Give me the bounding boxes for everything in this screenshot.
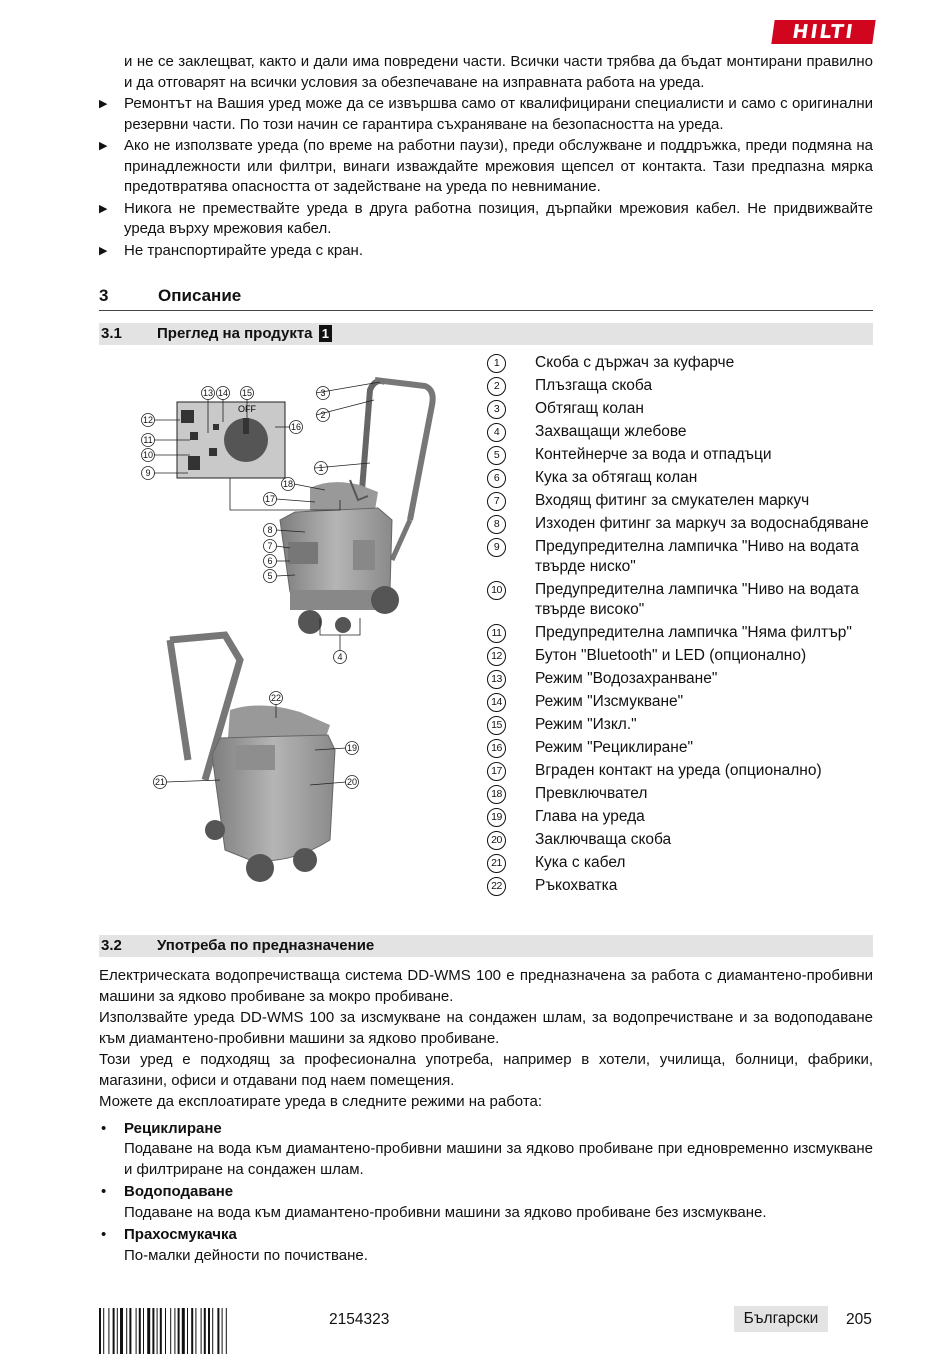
section-number: 3 xyxy=(99,286,109,305)
legend-text: Входящ фитинг за смукателен маркуч xyxy=(535,492,810,509)
legend-text: Предупредителна лампичка "Няма филтър" xyxy=(535,624,852,641)
component-legend xyxy=(487,353,877,899)
bullet-text: Ако не използвате уреда (по време на работни паузи), преди обслужване и поддръжка, преди подмяна на принадлежности или филтри, винаги изваждайте мрежовия щепсел от контакта. Тази предпазна мярка предотвратява опасността от задействане на уреда по невнимание. xyxy=(124,137,873,195)
svg-text:8: 8 xyxy=(267,525,273,535)
legend-number: 19 xyxy=(487,808,506,827)
legend-text: Скоба с държач за куфарче xyxy=(535,354,735,371)
legend-text: Кука с кабел xyxy=(535,854,626,871)
mode-item xyxy=(99,1225,873,1266)
machine-upper xyxy=(280,380,433,634)
machine-lower xyxy=(170,635,335,882)
legend-item xyxy=(487,514,877,534)
bullet-text: Ремонтът на Вашия уред може да се извършва само от квалифицирани специалисти и само с оригинални резервни части. По този начин се гарантира съхраняване на безопасността на уреда. xyxy=(124,95,873,133)
mode-description: Подаване на вода към диамантено-пробивни машини за ядково пробиване без изсмукване. xyxy=(124,1203,767,1221)
mode-title: Водоподаване xyxy=(124,1183,234,1200)
legend-text: Вграден контакт на уреда (опционално) xyxy=(535,762,822,779)
mode-item xyxy=(99,1119,873,1181)
legend-number: 20 xyxy=(487,831,506,850)
legend-number: 17 xyxy=(487,762,506,781)
svg-text:12: 12 xyxy=(142,415,154,425)
svg-text:4: 4 xyxy=(337,652,343,662)
bullet-arrow-icon: ▶ xyxy=(99,98,108,110)
legend-text: Предупредителна лампичка "Ниво на водата твърде високо" xyxy=(535,581,859,618)
mode-title: Рециклиране xyxy=(124,1119,222,1137)
bullet-dot-icon: • xyxy=(101,1119,107,1137)
legend-text: Заключваща скоба xyxy=(535,831,672,848)
section-title: Употреба по предназначение xyxy=(157,937,375,954)
mode-description: Подаване на вода към диамантено-пробивни машини за ядково пробиване при едновременно изсмукване и филтриране на сондажен шлам. xyxy=(124,1140,873,1178)
bullet-dot-icon: • xyxy=(101,1183,107,1200)
legend-number: 15 xyxy=(487,716,506,735)
legend-text: Режим "Изкл." xyxy=(535,716,637,733)
legend-text: Режим "Водозахранване" xyxy=(535,670,718,687)
legend-text: Захващащи жлебове xyxy=(535,423,687,440)
legend-text: Режим "Изсмукване" xyxy=(535,693,684,710)
legend-text: Бутон "Bluetooth" и LED (опционално) xyxy=(535,647,807,664)
legend-number: 7 xyxy=(487,492,506,511)
product-figure xyxy=(130,360,475,895)
svg-text:19: 19 xyxy=(346,743,358,753)
legend-number: 3 xyxy=(487,400,506,419)
bullet-text: Не транспортирайте уреда с кран. xyxy=(124,241,363,259)
intro-continuation: и не се заклещват, както и дали има повредени части. Всички части трябва да бъдат монтирани правилно и да отговарят на всички условия за обезпечаване на изправната работа на уреда. xyxy=(124,53,873,91)
legend-item xyxy=(487,807,877,827)
bullet-list xyxy=(99,94,873,261)
paragraph: Този уред е подходящ за професионална употреба, например в хотели, училища, болници, фабрики, магазини, офиси и отдавани под наем помещения. xyxy=(99,1051,873,1089)
barcode xyxy=(99,1308,309,1356)
legend-number: 2 xyxy=(487,377,506,396)
legend-item xyxy=(487,784,877,804)
legend-number: 18 xyxy=(487,785,506,804)
legend-item xyxy=(487,738,877,758)
page-number: 205 xyxy=(846,1311,872,1328)
legend-text: Превключвател xyxy=(535,785,648,802)
legend-number: 11 xyxy=(487,624,506,643)
legend-item xyxy=(487,761,877,781)
section-title xyxy=(157,323,332,345)
svg-text:15: 15 xyxy=(241,388,253,398)
bullet-arrow-icon: ▶ xyxy=(99,140,108,152)
mode-item xyxy=(99,1182,873,1223)
svg-text:14: 14 xyxy=(217,388,229,398)
bullet-text: Никога не премествайте уреда в друга работна позиция, дърпайки мрежовия кабел. Не придвижвайте уреда върху мрежовия кабел. xyxy=(124,199,873,237)
legend-text: Глава на уреда xyxy=(535,808,645,825)
legend-item xyxy=(487,669,877,689)
legend-number: 6 xyxy=(487,469,506,488)
bullet-arrow-icon: ▶ xyxy=(99,202,108,215)
hilti-logo: HILTI xyxy=(771,20,875,44)
legend-text: Изходен фитинг за маркуч за водоснабдяване xyxy=(535,515,869,532)
safety-text xyxy=(99,52,873,262)
legend-text: Кука за обтягащ колан xyxy=(535,469,698,486)
mode-title: Прахосмукачка xyxy=(124,1226,237,1243)
mode-list xyxy=(99,1119,873,1267)
section-3-1-heading xyxy=(99,323,873,345)
svg-text:20: 20 xyxy=(346,777,358,787)
section-title: Описание xyxy=(158,286,242,305)
paragraph: Използвайте уреда DD-WMS 100 за изсмукване на сондажен шлам, за водопречистване и за водоподаване към диамантено-пробивни машини за ядково пробиване. xyxy=(99,1009,873,1047)
section-3-heading xyxy=(99,285,873,311)
legend-item xyxy=(487,692,877,712)
svg-text:10: 10 xyxy=(142,450,154,460)
legend-number: 4 xyxy=(487,423,506,442)
legend-item xyxy=(487,853,877,873)
legend-text: Предупредителна лампичка "Ниво на водата твърде ниско" xyxy=(535,538,859,575)
legend-number: 22 xyxy=(487,877,506,896)
legend-item xyxy=(487,353,877,373)
language-label: Български xyxy=(734,1306,828,1332)
legend-item xyxy=(487,399,877,419)
paragraph: Можете да експлоатирате уреда в следните режими на работа: xyxy=(99,1093,543,1110)
legend-item xyxy=(487,376,877,396)
legend-text: Ръкохватка xyxy=(535,877,618,894)
section-number: 3.1 xyxy=(101,325,122,342)
figure-ref-badge: 1 xyxy=(319,325,332,342)
svg-text:18: 18 xyxy=(282,479,294,489)
legend-item xyxy=(487,580,877,620)
paragraph: Електрическата водопречистваща система DD-WMS 100 е предназначена за работа с диамантено-пробивни машини за ядково пробиване за мокро пробиване. xyxy=(99,967,873,1005)
legend-item xyxy=(487,830,877,850)
svg-text:6: 6 xyxy=(267,556,273,566)
doc-number: 2154323 xyxy=(329,1311,390,1328)
legend-text: Плъзгаща скоба xyxy=(535,377,653,394)
legend-number: 5 xyxy=(487,446,506,465)
legend-number: 12 xyxy=(487,647,506,666)
svg-text:21: 21 xyxy=(154,777,166,787)
bullet-dot-icon: • xyxy=(101,1226,107,1243)
svg-text:7: 7 xyxy=(267,541,273,551)
svg-text:13: 13 xyxy=(202,388,214,398)
svg-text:9: 9 xyxy=(145,468,151,478)
legend-item xyxy=(487,623,877,643)
legend-number: 1 xyxy=(487,354,506,373)
bullet-item xyxy=(99,94,873,135)
legend-item xyxy=(487,715,877,735)
off-label: OFF xyxy=(238,404,256,414)
legend-item xyxy=(487,422,877,442)
legend-number: 14 xyxy=(487,693,506,712)
bullet-item xyxy=(99,199,873,240)
legend-item xyxy=(487,445,877,465)
bullet-arrow-icon: ▶ xyxy=(99,244,108,257)
legend-text: Обтягащ колан xyxy=(535,400,644,417)
svg-text:17: 17 xyxy=(264,494,276,504)
svg-text:22: 22 xyxy=(270,693,282,703)
legend-item xyxy=(487,537,877,577)
bullet-item xyxy=(99,241,873,262)
legend-number: 8 xyxy=(487,515,506,534)
svg-text:3: 3 xyxy=(320,388,326,398)
product-illustration xyxy=(130,360,475,895)
legend-text: Контейнерче за вода и отпадъци xyxy=(535,446,772,463)
legend-item xyxy=(487,468,877,488)
section-number: 3.2 xyxy=(101,937,122,954)
legend-number: 9 xyxy=(487,538,506,557)
mode-description: По-малки дейности по почистване. xyxy=(124,1246,368,1264)
legend-number: 16 xyxy=(487,739,506,758)
svg-text:1: 1 xyxy=(318,463,324,473)
legend-item xyxy=(487,876,877,896)
legend-item xyxy=(487,646,877,666)
svg-text:16: 16 xyxy=(290,422,302,432)
section-title-text: Преглед на продукта xyxy=(157,325,313,342)
legend-number: 13 xyxy=(487,670,506,689)
svg-text:11: 11 xyxy=(143,435,153,445)
svg-text:2: 2 xyxy=(320,410,326,420)
control-panel-inset xyxy=(177,402,285,478)
bullet-item xyxy=(99,136,873,198)
legend-number: 10 xyxy=(487,581,506,600)
svg-text:5: 5 xyxy=(267,571,273,581)
intended-use-text xyxy=(99,966,873,1268)
legend-number: 21 xyxy=(487,854,506,873)
section-3-2-heading xyxy=(99,935,873,957)
legend-text: Режим "Рециклиране" xyxy=(535,739,693,756)
legend-item xyxy=(487,491,877,511)
